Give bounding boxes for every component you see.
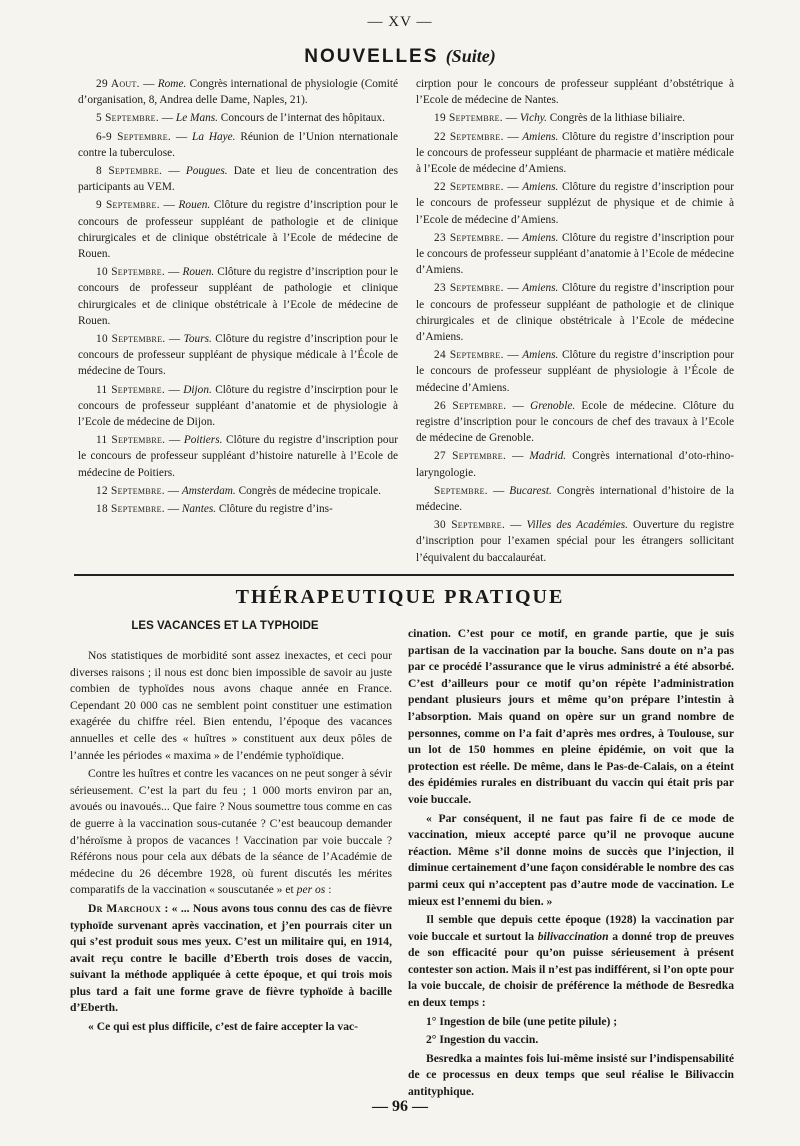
- news-date: 11 Septembre.: [96, 383, 166, 396]
- article-subtitle: LES VACANCES ET LA TYPHOIDE: [131, 620, 319, 632]
- news-date: 27 Septembre.: [434, 450, 507, 463]
- news-date: 30 Septembre.: [434, 519, 506, 532]
- news-date: Septembre.: [434, 484, 488, 497]
- news-place: La Haye.: [192, 130, 236, 143]
- news-date: 22 Septembre.: [434, 130, 504, 143]
- news-item: 22 Septembre. — Amiens. Clôture du registre d’inscription pour le concours de professeur suppléant de pharmacie et matière médicale à l’Ecole de médecine d’Amiens.: [416, 130, 734, 176]
- nouvelles-left-column: [78, 76, 398, 519]
- news-date: 9 Septembre.: [96, 199, 160, 212]
- section-title-main: NOUVELLES: [304, 46, 439, 67]
- news-place: Bucarest.: [509, 484, 552, 497]
- section-divider: [74, 574, 734, 576]
- news-item: 11 Septembre. — Poitiers. Clôture du registre d’inscription pour le concours de professeur suppléant d’histoire naturelle à l’Ecole de médecine de Poitiers.: [78, 434, 398, 479]
- quote-paragraph: cination. C’est pour ce motif, en grande partie, que je suis partisan de la vaccination par la bouche. Sans doute on n’a pas par ce procédé l’assurance que le virus administré a été absorbé. C’est d’ailleurs pour ce motif qu’on répète l’administration pendant plusieurs jours et même qu’on prépare l’intestin à l’absorption. Mais quand on opère sur un grand nombre de personnes, comme on l’a fait d’après mes ordres, à Toulouse, sur un lot de 150 hommes en pleine épidémie, on voit que la protection est réelle. De même, dans le Pas-de-Calais, on a éteint des épidémies rurales en distribuant du vaccin qui était pris par voie buccale.: [408, 627, 734, 806]
- news-place: Amiens.: [522, 181, 559, 194]
- news-item: 6-9 Septembre. — La Haye. Réunion de l’Union nternationale contre la tuberculose.: [78, 130, 398, 159]
- news-item: 10 Septembre. — Rouen. Clôture du registre d’inscription pour le concours de professeur suppléant de pathologie et clinique chirurgicales et de clinique obstétricale à l’Ecole de médecine de Rouen.: [78, 266, 398, 327]
- news-date: 19 Septembre.: [434, 112, 503, 125]
- news-place: Amiens.: [522, 349, 559, 362]
- quote-paragraph: Dr Marchoux : « ... Nous avons tous connu des cas de fièvre typhoïde survenant après vaccination, et j’en pourrais citer un qui s’est produit sous mes yeux. C’est un militaire qui, en 1914, avait reçu contre le bacille d’Eberth trois doses de vaccin, suivant la méthode appliquée à cette époque, et qui trois mois plus tard a fait une forme grave de fièvre typhoïde à bacille d’Eberth.: [70, 901, 393, 1015]
- news-date: 26 Septembre.: [434, 399, 507, 412]
- news-text: Clôture du registre d’inscription pour le concours de professeur suppléant de pharmacie et matière médicale à l’Ecole de médecine d’Amiens.: [416, 130, 734, 176]
- news-date: 23 Septembre.: [434, 231, 504, 244]
- news-text: Clôture du registre d’inscription pour le concours de professeur suppléant de pathologie et clinique chirurgicales et de clinique obstétricale à l’Ecole de médecine de Rouen.: [78, 266, 398, 327]
- quote-paragraph: « Par conséquent, il ne faut pas faire fi de ce mode de vaccination, mieux accepté parce qu’il ne provoque aucune réaction. Même s’il donne moins de succès que l’injection, il diminue certainement d’une façon considérable le nombre des cas parmi ceux qui n’acceptent pas d’autre mode de vaccination. Le mieux est l’ennemi du bien. »: [408, 811, 734, 908]
- news-date: 23 Septembre.: [434, 282, 504, 295]
- roman-page-number: — XV —: [367, 14, 433, 30]
- news-place: Amiens.: [522, 130, 559, 143]
- news-place: Amiens.: [522, 231, 559, 244]
- nouvelles-right-column: [416, 76, 734, 568]
- article-right-column: [408, 626, 734, 1103]
- news-item: Septembre. — Bucarest. Congrès international d’histoire de la médecine.: [416, 484, 734, 514]
- news-item: 23 Septembre. — Amiens. Clôture du registre d’inscription pour le concours de professeur suppléant de pathologie et de clinique chirurgicales et de clinique obstétricale à l’Ecole de médecine d’Amiens.: [416, 282, 734, 344]
- article-paragraph: Il semble que depuis cette époque (1928) la vaccination par voie buccale et surtout la bilivaccination a donné trop de preuves de son efficacité pour qu’on puisse sérieusement à présent contester son action. Mais il n’est pas indifférent, si l’on opte pour la voie buccale, de choisir de préférence la méthode de Besredka en deux temps :: [408, 913, 734, 1010]
- news-text: Réunion de l’Union nternationale contre la tuberculose.: [78, 130, 398, 159]
- news-place: Poitiers.: [183, 434, 223, 447]
- news-text: Clôture du registre d’inscription pour le concours de professeur suppléant de physiologie à l’École de médecine d’Amiens.: [416, 349, 734, 394]
- news-text: Congrès de médecine tropicale.: [235, 484, 381, 497]
- section-title: [0, 46, 800, 68]
- list-item: 1° Ingestion de bile (une petite pilule) ;: [426, 1014, 618, 1028]
- news-place: Dijon.: [183, 383, 212, 396]
- news-text: Ouverture du registre d’inscription pour l’examen spécial pour les étrangers sollicitant l’équivalent du baccalauréat.: [416, 519, 734, 564]
- news-item: [416, 76, 734, 108]
- article-left-column: [70, 648, 392, 1038]
- news-text: Clôture du registre d’inscription pour le concours de professeur suppléant de physique médicale à l’École de médecine de Tours.: [78, 333, 398, 378]
- quote-paragraph: « Ce qui est plus difficile, c’est de faire accepter la vac-: [88, 1020, 359, 1034]
- news-item: 10 Septembre. — Tours. Clôture du registre d’inscription pour le concours de professeur suppléant de physique médicale à l’École de médecine de Tours.: [78, 333, 398, 378]
- news-place: Rouen.: [182, 266, 215, 279]
- news-place: Madrid.: [529, 450, 567, 463]
- news-text: Clôture du registre d’inscription pour le concours de professeur suppléant de pathologie et de clinique chirurgicales et de clinique obstétricale à l’Ecole de médecine de Rouen.: [78, 199, 398, 261]
- news-text: Congrès de la lithiase biliaire.: [546, 112, 685, 125]
- news-item: 8 Septembre. — Pougues. Date et lieu de concentration des participants au VEM.: [78, 165, 399, 194]
- news-text: Clôture du registre d’inscription pour le concours de professeur suppléant de pathologie et de clinique chirurgicales et de clinique obstétricale à l’Ecole de médecine d’Amiens.: [416, 282, 734, 344]
- news-text: Clôture du registre d’inscription pour le concours de professeur supplézut de physique et de chimie à l’Ecole de médecine d’Amiens.: [416, 181, 734, 226]
- list-item: 2° Ingestion du vaccin.: [426, 1033, 539, 1047]
- news-text: Congrès international d’oto-rhino-laryngologie.: [416, 450, 734, 479]
- news-place: Tours.: [183, 333, 212, 346]
- news-item: 19 Septembre. — Vichy. Congrès de la lithiase biliaire.: [434, 112, 685, 125]
- news-place: Amiens.: [522, 282, 559, 295]
- news-text: Congrès international de physiologie (Comité d’organisation, 8, Andrea delle Dame, Naples, 21).: [78, 78, 398, 107]
- news-item: 5 Septembre. — Le Mans. Concours de l’internat des hôpitaux.: [96, 112, 385, 125]
- news-date: 6-9 Septembre.: [96, 130, 172, 143]
- news-place: Amsterdam.: [181, 484, 236, 497]
- author-name: Dr Marchoux: [88, 901, 162, 915]
- news-text: Concours de l’internat des hôpitaux.: [217, 112, 385, 125]
- news-item: 24 Septembre. — Amiens. Clôture du registre d’inscription pour le concours de professeur suppléant de physiologie à l’École de médecine d’Amiens.: [416, 349, 734, 394]
- news-text: Clôture du registre d’ins-: [216, 503, 333, 516]
- news-item: 29 Aout. — Rome. Congrès international de physiologie (Comité d’organisation, 8, Andrea delle Dame, Naples, 21).: [78, 78, 398, 107]
- news-text: Clôture du registre d’inscription pour le concours de professeur suppléant d’anatomie à l’Ecole de médecine d’Amiens.: [416, 231, 734, 277]
- news-item: 27 Septembre. — Madrid. Congrès international d’oto-rhino-laryngologie.: [416, 450, 734, 479]
- news-date: 5 Septembre.: [96, 112, 159, 125]
- news-date: 12 Septembre.: [96, 484, 165, 497]
- news-item: 9 Septembre. — Rouen. Clôture du registre d’inscription pour le concours de professeur suppléant de pathologie et de clinique chirurgicales et de clinique obstétricale à l’Ecole de médecine de Rouen.: [78, 199, 398, 261]
- news-text: Clôture du registre d’inscirption pour le concours de professeur suppléant d’anatomie et de physiologie à l’Ecole de médecine de Dijon.: [78, 383, 398, 429]
- news-text: Congrès international d’histoire de la médecine.: [416, 484, 734, 514]
- news-date: 18 Septembre.: [96, 503, 165, 516]
- news-date: 8 Septembre.: [96, 165, 163, 178]
- news-item: 30 Septembre. — Villes des Académies. Ouverture du registre d’inscription pour l’examen spécial pour les étrangers sollicitant l’équivalent du baccalauréat.: [416, 519, 734, 564]
- news-date: 10 Septembre.: [96, 333, 166, 346]
- article-section-title: THÉRAPEUTIQUE PRATIQUE: [235, 586, 565, 608]
- news-place: Le Mans.: [175, 112, 218, 125]
- news-place: Grenoble.: [530, 399, 576, 412]
- news-place: Villes des Académies.: [526, 519, 628, 532]
- news-item: 18 Septembre. — Nantes. Clôture du registre d’ins-: [96, 503, 333, 516]
- news-text: Clôture du registre d’inscription pour le concours de professeur suppléant d’histoire naturelle à l’Ecole de médecine de Poitiers.: [78, 434, 398, 479]
- article-paragraph: Besredka a maintes fois lui-même insisté sur l’indispensabilité de ce processus en deux temps que seul réalise le Bilivaccin antityphique.: [408, 1051, 734, 1099]
- article-paragraph: Nos statistiques de morbidité sont assez inexactes, et ceci pour diverses raisons ; il nous est donc bien impossible de savoir au juste combien de typhoïdes nous avons chaque année en France. Cependant 20 000 cas ne semblent point constituer une estimation exagérée du chiffre réel. Bien entendu, l’époque des vacances annuelles et celle des « huîtres » constituent aux deux pôles de l’année les périodes « maxima » de l’endémie typhoïdique.: [70, 649, 392, 762]
- news-date: 11 Septembre.: [96, 434, 166, 447]
- news-date: 29 Aout.: [96, 78, 140, 90]
- news-place: Vichy.: [519, 112, 547, 125]
- news-date: 10 Septembre.: [96, 266, 166, 279]
- article-paragraph: Contre les huîtres et contre les vacances on ne peut songer à sévir sérieusement. C’est la part du feu ; 1 000 morts environ par an, avoués ou inavoués... Que faire ? Nous soumettre tous comme en cas de guerre à la vaccination sous-cutanée ? C’est beaucoup demander d’héroïsme à propos de vacances ! Vaccination par voie buccale ? Référons nous pour cela aux débats de la séance de l’Académie de médecine du 26 décembre 1928, où furent discutés les mérites comparatifs de la vaccination « souscutanée » et per os :: [70, 767, 392, 897]
- news-date: 22 Septembre.: [434, 181, 504, 194]
- news-text: Date et lieu de concentration des participants au VEM.: [78, 165, 399, 194]
- news-item: 23 Septembre. — Amiens. Clôture du registre d’inscription pour le concours de professeur suppléant d’anatomie à l’Ecole de médecine d’Amiens.: [416, 231, 734, 277]
- news-place: Pougues.: [185, 165, 228, 178]
- news-place: Rome.: [157, 78, 187, 90]
- news-item: 12 Septembre. — Amsterdam. Congrès de médecine tropicale.: [96, 484, 381, 497]
- news-place: Nantes.: [181, 503, 217, 516]
- news-item: 11 Septembre. — Dijon. Clôture du registre d’inscirption pour le concours de professeur suppléant d’anatomie et de physiologie à l’Ecole de médecine de Dijon.: [78, 383, 398, 429]
- section-title-suffix: (Suite): [445, 46, 496, 66]
- news-item: 22 Septembre. — Amiens. Clôture du registre d’inscription pour le concours de professeur supplézut de physique et de chimie à l’Ecole de médecine d’Amiens.: [416, 181, 734, 226]
- news-date: 24 Septembre.: [434, 349, 504, 362]
- news-item: 26 Septembre. — Grenoble. Ecole de médecine. Clôture du registre d’inscription pour le concours de chef des travaux à l’Ecole de médecine de Grenoble.: [416, 399, 734, 445]
- news-text: cirption pour le concours de professeur suppléant d’obstétrique à l’Ecole de médecine de Nantes.: [416, 78, 734, 107]
- news-text: Ecole de médecine. Clôture du registre d’inscription pour le concours de chef des travaux à l’Ecole de médecine de Grenoble.: [416, 399, 734, 445]
- news-place: Rouen.: [178, 199, 211, 212]
- page-number: — 96 —: [372, 1098, 428, 1115]
